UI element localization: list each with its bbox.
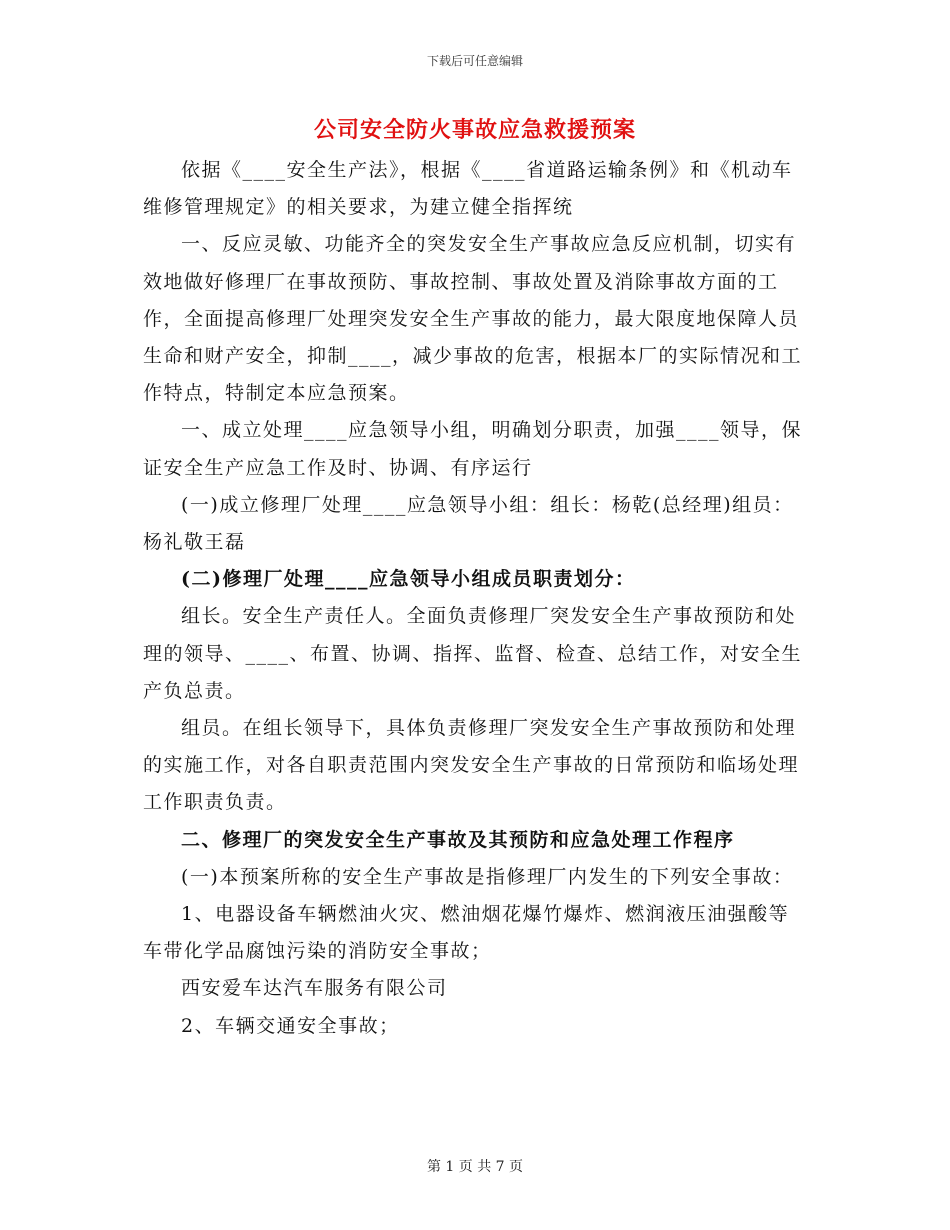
heading-section-2: 二、修理厂的突发安全生产事故及其预防和应急处理工作程序 [181, 828, 735, 851]
paragraph-group-members: (一)成立修理厂处理____应急领导小组：组长：杨乾(总经理)组员：杨礼敬王磊 [143, 493, 794, 554]
document-title: 公司安全防火事故应急救援预案 [313, 117, 636, 143]
header-note: 下载后可任意编辑 [426, 54, 523, 68]
paragraph-leader-duty: 组长。安全生产责任人。全面负责修理厂突发安全生产事故预防和处理的领导、____、布置、协调、指挥、监督、检查、总结工作，对安全生产负总责。 [143, 605, 803, 702]
page-number: 第 1 页 共 7 页 [426, 1159, 524, 1175]
heading-duties: (二)修理厂处理____应急领导小组成员职责划分： [181, 568, 636, 591]
paragraph-section-1: 一、成立处理____应急领导小组，明确划分职责，加强____领导，保证安全生产应急工作及时、协调、有序运行 [143, 419, 803, 479]
paragraph-accident-definition: (一)本预案所称的安全生产事故是指修理厂内发生的下列安全事故： [181, 865, 794, 888]
paragraph-member-duty: 组员。在组长领导下，具体负责修理厂突发安全生产事故预防和处理的实施工作，对各自职责范围内突发安全生产事故的日常预防和临场处理工作职责负责。 [143, 717, 800, 814]
company-name: 西安爱车达汽车服务有限公司 [181, 977, 448, 1000]
paragraph-intro: 依据《____安全生产法》，根据《____省道路运输条例》和《机动车维修管理规定》的相关要求，为建立健全指挥统 [143, 159, 793, 219]
paragraph-mechanism: 一、反应灵敏、功能齐全的突发安全生产事故应急反应机制，切实有效地做好修理厂在事故预防、事故控制、事故处置及消除事故方面的工作，全面提高修理厂处理突发安全生产事故的能力，最大限度地保障人员生命和财产安全，抑制____，减少事故的危害，根据本厂的实际情况和工作特点，特制定本应急预案。 [143, 233, 803, 405]
list-item-1: 1、电器设备车辆燃油火灾、燃油烟花爆竹爆炸、燃润液压油强酸等车带化学品腐蚀污染的消防安全事故； [143, 903, 790, 963]
document-body [143, 152, 808, 1045]
list-item-2: 2、车辆交通安全事故； [181, 1014, 400, 1037]
